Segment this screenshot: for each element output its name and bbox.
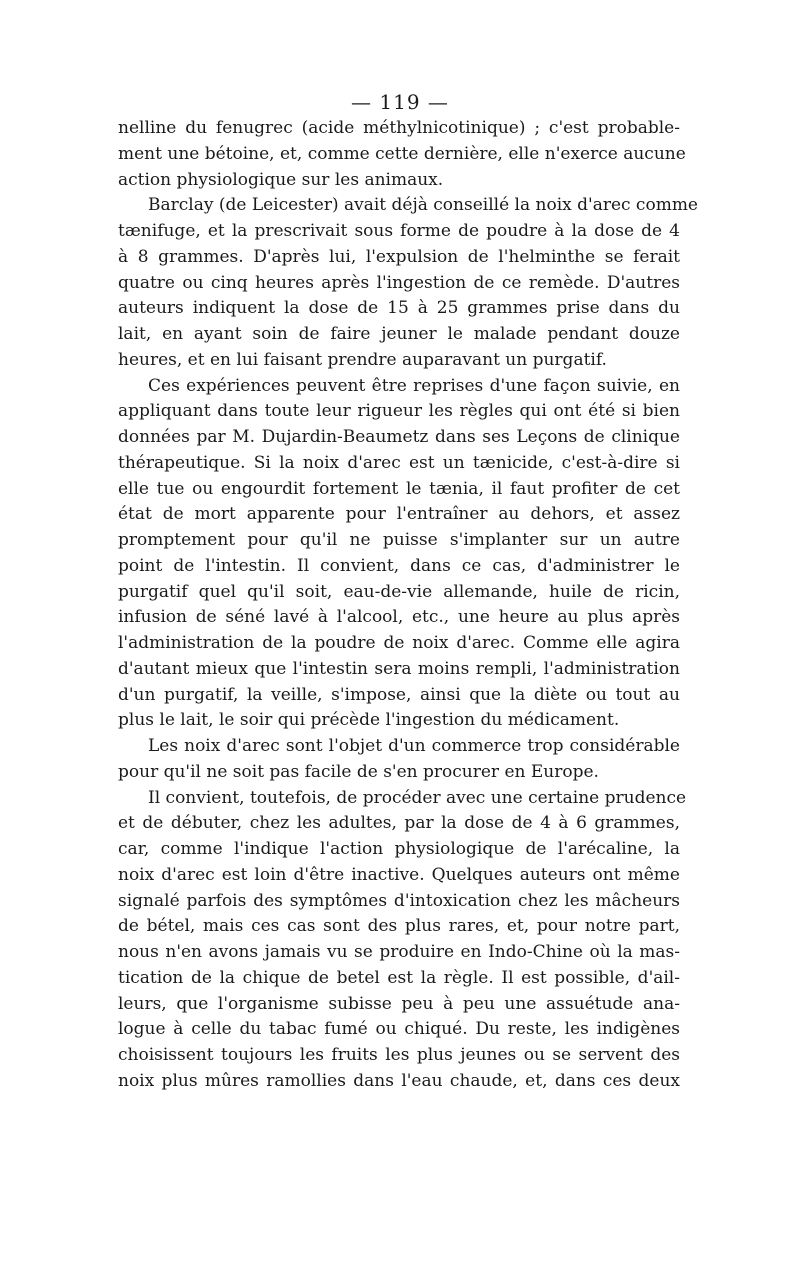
text-line: Barclay (de Leicester) avait déjà conseillé la noix d'arec comme (148, 195, 698, 216)
text-line: appliquant dans toute leur rigueur les règles qui ont été si bien (118, 401, 680, 422)
text-line: ment une bétoine, et, comme cette dernière, elle n'exerce aucune (118, 143, 686, 164)
text-line: heures, et en lui faisant prendre auparavant un purgatif. (118, 349, 607, 370)
text-line: logue à celle du tabac fumé ou chiqué. Du reste, les indigènes (118, 1019, 680, 1040)
text-line: et de débuter, chez les adultes, par la dose de 4 à 6 grammes, (118, 813, 680, 834)
page-number: — 119 — (351, 90, 449, 114)
text-line: de bétel, mais ces cas sont des plus rares, et, pour notre part, (118, 916, 680, 937)
text-line: elle tue ou engourdit fortement le tænia, il faut profiter de cet (118, 478, 680, 499)
text-line: Il convient, toutefois, de procéder avec une certaine prudence (148, 787, 687, 808)
text-line: point de l'intestin. Il convient, dans ce cas, d'administrer le (118, 555, 680, 576)
text-line: auteurs indiquent la dose de 15 à 25 grammes prise dans du (118, 298, 680, 319)
text-line: état de mort apparente pour l'entraîner au dehors, et assez (118, 504, 680, 525)
text-line: lait, en ayant soin de faire jeuner le malade pendant douze (118, 324, 680, 344)
text-line: tænifuge, et la prescrivait sous forme de poudre à la dose de 4 (118, 221, 680, 241)
text-line: action physiologique sur les animaux. (118, 169, 444, 190)
text-line: nelline du fenugrec (acide méthylnicotinique) ; c'est probable- (118, 118, 680, 138)
text-line: pour qu'il ne soit pas facile de s'en procurer en Europe. (118, 761, 599, 782)
text-line: quatre ou cinq heures après l'ingestion de ce remède. D'autres (118, 272, 680, 293)
body-text (118, 116, 698, 1095)
text-line: promptement pour qu'il ne puisse s'implanter sur un autre (118, 530, 680, 550)
text-line: signalé parfois des symptômes d'intoxication chez les mâcheurs (118, 890, 680, 911)
text-line: car, comme l'indique l'action physiologique de l'arécaline, la (118, 839, 680, 859)
text-line: noix d'arec est loin d'être inactive. Quelques auteurs ont même (118, 864, 680, 885)
text-line: l'administration de la poudre de noix d'arec. Comme elle agira (118, 633, 680, 653)
text-line: purgatif quel qu'il soit, eau-de-vie allemande, huile de ricin, (118, 581, 680, 602)
text-line: choisissent toujours les fruits les plus jeunes ou se servent des (118, 1045, 680, 1065)
text-line: données par M. Dujardin-Beaumetz dans ses Leçons de clinique (118, 427, 680, 447)
text-line: à 8 grammes. D'après lui, l'expulsion de l'helminthe se ferait (118, 246, 680, 267)
text-line: d'autant mieux que l'intestin sera moins rempli, l'administration (118, 658, 680, 679)
text-line: plus le lait, le soir qui précède l'ingestion du médicament. (118, 710, 620, 731)
text-line: Ces expériences peuvent être reprises d'une façon suivie, en (148, 375, 680, 396)
text-line: noix plus mûres ramollies dans l'eau chaude, et, dans ces deux (118, 1070, 680, 1091)
text-line: tication de la chique de betel est la règle. Il est possible, d'ail- (118, 967, 680, 988)
text-line: infusion de séné lavé à l'alcool, etc., une heure au plus après (118, 607, 680, 628)
text-line: leurs, que l'organisme subisse peu à peu une assuétude ana- (118, 993, 680, 1014)
text-line: nous n'en avons jamais vu se produire en Indo-Chine où la mas- (118, 942, 680, 962)
text-line: thérapeutique. Si la noix d'arec est un tænicide, c'est-à-dire si (118, 452, 680, 473)
text-line: Les noix d'arec sont l'objet d'un commerce trop considérable (148, 736, 680, 756)
text-line: d'un purgatif, la veille, s'impose, ainsi que la diète ou tout au (118, 684, 680, 705)
